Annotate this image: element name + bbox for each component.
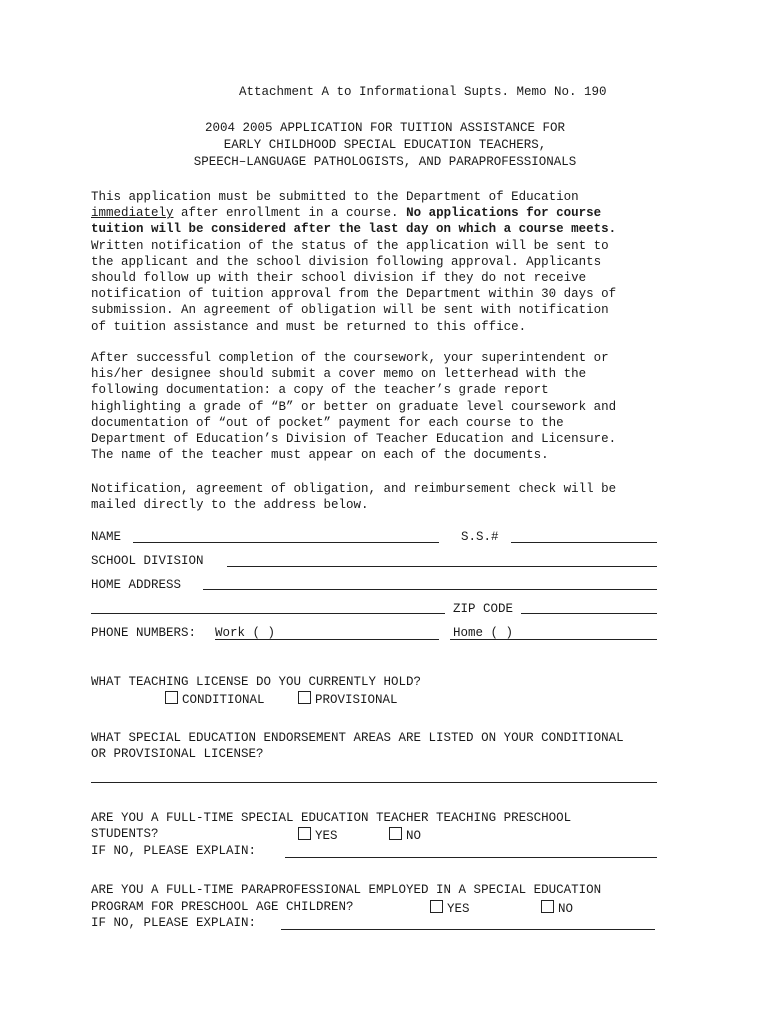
phone-label: PHONE NUMBERS: [91, 626, 197, 640]
completion-line: following documentation: a copy of the teacher’s grade report [91, 383, 549, 398]
teacher-yes-checkbox[interactable] [298, 827, 311, 840]
paraprofessional-question-line-2: PROGRAM FOR PRESCHOOL AGE CHILDREN? [91, 900, 354, 914]
teacher-yes-option[interactable] [298, 827, 338, 843]
conditional-checkbox[interactable] [165, 691, 178, 704]
notification-line: mailed directly to the address below. [91, 498, 369, 513]
intro-line: Written notification of the status of the application will be sent to [91, 238, 609, 253]
intro-line: submission. An agreement of obligation will be sent with notification [91, 303, 609, 318]
completion-paragraph [91, 350, 691, 463]
intro-paragraph [91, 189, 691, 335]
intro-line [91, 221, 691, 237]
title-line-3: SPEECH–LANGUAGE PATHOLOGISTS, AND PARAPROFESSIONALS [193, 155, 577, 169]
paraprofessional-yes-checkbox[interactable] [430, 900, 443, 913]
paraprofessional-yes-option[interactable] [430, 900, 470, 916]
provisional-checkbox[interactable] [298, 691, 311, 704]
teacher-explain-field[interactable] [285, 857, 657, 858]
work-phone-field[interactable] [215, 639, 439, 640]
teacher-explain-label: IF NO, PLEASE EXPLAIN: [91, 844, 257, 858]
teacher-no-checkbox[interactable] [389, 827, 402, 840]
completion-line: The name of the teacher must appear on each of the documents. [91, 448, 549, 463]
teacher-no-label: NO [406, 829, 422, 843]
completion-line: his/her designee should submit a cover memo on letterhead with the [91, 367, 587, 382]
completion-line: highlighting a grade of “B” or better on graduate level coursework and [91, 399, 617, 414]
paraprofessional-explain-field[interactable] [281, 929, 655, 930]
license-provisional-option[interactable] [298, 691, 398, 707]
teacher-question-line-1: ARE YOU A FULL-TIME SPECIAL EDUCATION TEACHER TEACHING PRESCHOOL [91, 811, 572, 825]
paraprofessional-explain-label: IF NO, PLEASE EXPLAIN: [91, 916, 257, 930]
paraprofessional-no-option[interactable] [541, 900, 573, 916]
immediately-text: immediately [91, 206, 174, 221]
intro-line: the applicant and the school division following approval. Applicants [91, 254, 602, 269]
paraprofessional-question-line-1: ARE YOU A FULL-TIME PARAPROFESSIONAL EMPLOYED IN A SPECIAL EDUCATION [91, 883, 602, 897]
license-question: WHAT TEACHING LICENSE DO YOU CURRENTLY HOLD? [91, 675, 422, 689]
paraprofessional-no-checkbox[interactable] [541, 900, 554, 913]
name-field[interactable] [133, 542, 439, 543]
intro-line: notification of tuition approval from the Department within 30 days of [91, 287, 617, 302]
provisional-label: PROVISIONAL [315, 693, 398, 707]
notification-line: Notification, agreement of obligation, and reimbursement check will be [91, 482, 617, 496]
intro-text: after enrollment in a course. [173, 206, 407, 221]
ssn-field[interactable] [511, 542, 657, 543]
notification-paragraph [91, 481, 691, 513]
title-line-1: 2004 2005 APPLICATION FOR TUITION ASSISTANCE FOR [204, 121, 566, 135]
zip-label: ZIP CODE [453, 602, 514, 616]
teacher-question-line-2: STUDENTS? [91, 827, 159, 841]
ssn-label: S.S.# [461, 530, 499, 544]
home-phone-label: Home ( ) [453, 626, 514, 640]
work-phone-label: Work ( ) [215, 626, 276, 640]
completion-line: Department of Education’s Division of Teacher Education and Licensure. [91, 431, 617, 446]
name-label: NAME [91, 530, 122, 544]
paraprofessional-yes-label: YES [447, 902, 470, 916]
endorsement-question-line-1: WHAT SPECIAL EDUCATION ENDORSEMENT AREAS ARE LISTED ON YOUR CONDITIONAL [91, 731, 624, 745]
home-phone-field[interactable] [450, 639, 657, 640]
intro-bold-text: No applications for course [406, 206, 602, 221]
completion-line: After successful completion of the coursework, your superintendent or [91, 351, 609, 365]
license-conditional-option[interactable] [165, 691, 265, 707]
intro-bold-text: tuition will be considered after the last day on which a course meets. [91, 222, 617, 237]
address-line-2-field[interactable] [91, 613, 445, 614]
school-division-field[interactable] [227, 566, 657, 567]
home-address-field[interactable] [203, 589, 657, 590]
teacher-no-option[interactable] [389, 827, 421, 843]
completion-line: documentation of “out of pocket” payment for each course to the [91, 415, 564, 430]
intro-line: should follow up with their school division if they do not receive [91, 270, 587, 285]
endorsement-answer-field[interactable] [91, 782, 657, 783]
intro-line [91, 205, 691, 221]
endorsement-question-line-2: OR PROVISIONAL LICENSE? [91, 747, 264, 761]
intro-line: This application must be submitted to the Department of Education [91, 190, 579, 204]
home-address-label: HOME ADDRESS [91, 578, 182, 592]
attachment-heading: Attachment A to Informational Supts. Memo No. 190 [239, 85, 607, 99]
title-line-2: EARLY CHILDHOOD SPECIAL EDUCATION TEACHERS, [223, 138, 547, 152]
paraprofessional-no-label: NO [558, 902, 574, 916]
school-division-label: SCHOOL DIVISION [91, 554, 204, 568]
teacher-yes-label: YES [315, 829, 338, 843]
conditional-label: CONDITIONAL [182, 693, 265, 707]
intro-line: of tuition assistance and must be returned to this office. [91, 319, 527, 334]
zip-field[interactable] [521, 613, 657, 614]
